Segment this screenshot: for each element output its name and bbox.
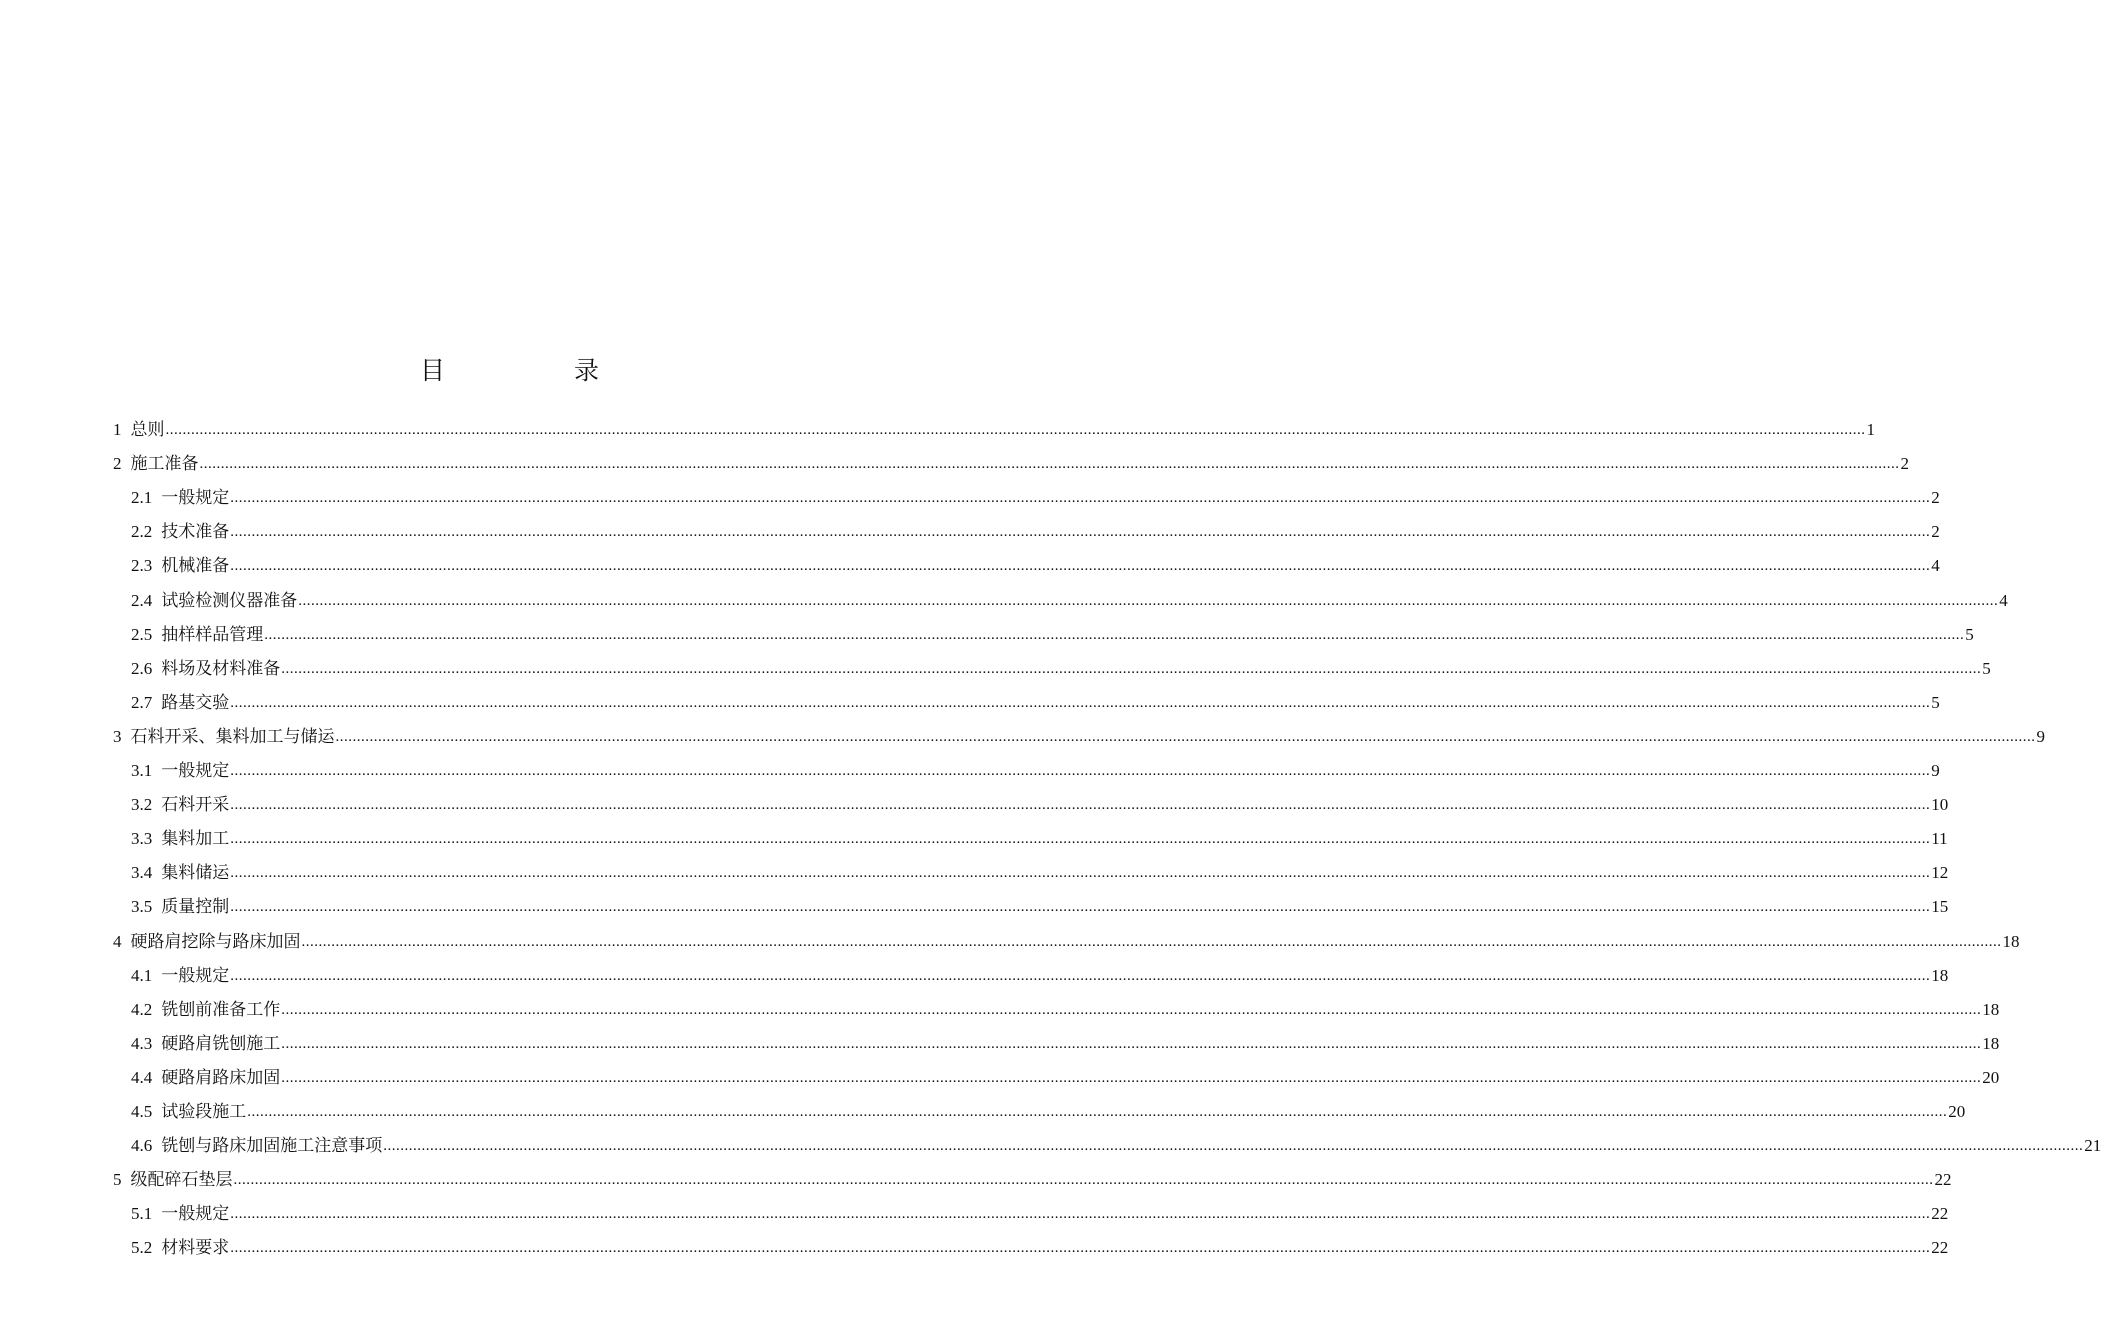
toc-entry[interactable] (131, 1055, 2000, 1089)
toc-entry-number: 3.1 (131, 761, 153, 780)
toc-entry-number: 3.2 (131, 795, 153, 815)
toc-entry[interactable] (131, 850, 1949, 884)
toc-entry-label: 一般规定 (161, 1204, 230, 1224)
toc-entry-number: 2.4 (131, 590, 153, 610)
toc-dot-leader: ................................................................................................................................................................................................................................................................................................................................................................................................................ (230, 694, 1931, 711)
toc-entry-label: 硬路肩路床加固 (161, 1067, 281, 1087)
toc-entry[interactable] (131, 987, 2000, 1021)
toc-dot-leader: ................................................................................................................................................................................................................................................................................................................................................................................................................ (165, 422, 1866, 438)
toc-dot-leader: ................................................................................................................................................................................................................................................................................................................................................................................................................ (230, 797, 1931, 814)
toc-dot-leader: ................................................................................................................................................................................................................................................................................................................................................................................................................ (335, 728, 2036, 745)
toc-entry-number: 4.4 (131, 1067, 153, 1087)
toc-entry-page-number: 10 (1931, 795, 1949, 815)
toc-entry-label: 铣刨前准备工作 (161, 999, 281, 1019)
toc-entry[interactable] (131, 646, 1991, 680)
toc-entry-page-number: 4 (1931, 556, 1940, 576)
toc-entry[interactable] (131, 953, 1949, 987)
toc-entry-number: 3.4 (131, 863, 153, 883)
toc-entry-label: 硬路肩挖除与路床加固 (130, 931, 301, 951)
toc-entry-number: 2.7 (131, 692, 153, 712)
toc-entry-page-number: 18 (1982, 1033, 2000, 1053)
toc-entry[interactable] (131, 475, 1940, 509)
toc-entry-page-number: 20 (1948, 1102, 1966, 1121)
toc-entry-number: 2.1 (131, 488, 153, 508)
toc-entry-number: 3.5 (131, 897, 153, 917)
toc-entry-page-number: 5 (1965, 624, 1974, 644)
toc-entry-number: 4.1 (131, 965, 153, 985)
toc-dot-leader: ................................................................................................................................................................................................................................................................................................................................................................................................................ (230, 899, 1931, 916)
toc-dot-leader: ................................................................................................................................................................................................................................................................................................................................................................................................................ (281, 1001, 1982, 1018)
toc-entry-label: 一般规定 (161, 965, 230, 985)
toc-entry-number: 4 (113, 931, 122, 951)
toc-entry-page-number: 5 (1931, 692, 1940, 712)
toc-entry-number: 5.2 (131, 1238, 153, 1258)
toc-entry-label: 料场及材料准备 (161, 658, 281, 678)
toc-entry[interactable] (113, 1157, 1952, 1191)
toc-entry[interactable] (131, 1225, 1949, 1259)
toc-entry-number: 2.5 (131, 624, 153, 644)
toc-entry[interactable] (131, 612, 1974, 646)
toc-entry-page-number: 2 (1931, 488, 1940, 508)
toc-entry-label: 试验检测仪器准备 (161, 590, 298, 610)
toc-entry-page-number: 2 (1900, 454, 1909, 474)
toc-entry-page-number: 4 (1999, 590, 2008, 610)
toc-entry-number: 3.3 (131, 829, 153, 849)
toc-dot-leader: ................................................................................................................................................................................................................................................................................................................................................................................................................ (230, 524, 1931, 541)
toc-entry-label: 施工准备 (130, 454, 199, 474)
toc-dot-leader: ................................................................................................................................................................................................................................................................................................................................................................................................................ (230, 558, 1931, 575)
toc-entry[interactable] (113, 407, 1875, 441)
toc-entry-label: 一般规定 (161, 761, 230, 780)
toc-entry-number: 4.5 (131, 1102, 153, 1121)
toc-entry-page-number: 18 (1982, 999, 2000, 1019)
toc-entry-page-number: 9 (2036, 726, 2045, 746)
toc-entry-label: 抽样样品管理 (161, 624, 264, 644)
toc-title-char-2: 录 (574, 358, 600, 385)
toc-entry[interactable] (131, 680, 1940, 714)
toc-entry-label: 硬路肩铣刨施工 (161, 1033, 281, 1053)
toc-entry-number: 2.6 (131, 658, 153, 678)
toc-entry-page-number: 12 (1931, 863, 1949, 883)
toc-entry-label: 级配碎石垫层 (130, 1170, 233, 1190)
toc-entry-number: 5.1 (131, 1204, 153, 1224)
toc-entry-page-number: 22 (1934, 1170, 1952, 1190)
toc-dot-leader: ................................................................................................................................................................................................................................................................................................................................................................................................................ (230, 967, 1931, 984)
toc-dot-leader: ................................................................................................................................................................................................................................................................................................................................................................................................................ (281, 1035, 1982, 1052)
toc-entry-number: 4.2 (131, 999, 153, 1019)
toc-entry[interactable] (131, 1191, 1949, 1225)
toc-entry-number: 2 (113, 454, 122, 474)
toc-entry[interactable] (131, 1089, 1966, 1123)
toc-entry[interactable] (113, 919, 2020, 953)
toc-dot-leader: ................................................................................................................................................................................................................................................................................................................................................................................................................ (301, 933, 2002, 950)
toc-entry-number: 2.3 (131, 556, 153, 576)
toc-entry-page-number: 20 (1982, 1067, 2000, 1087)
toc-dot-leader: ................................................................................................................................................................................................................................................................................................................................................................................................................ (383, 1138, 2084, 1155)
toc-entry[interactable] (131, 1123, 2101, 1157)
toc-dot-leader: ................................................................................................................................................................................................................................................................................................................................................................................................................ (247, 1104, 1948, 1120)
toc-entry[interactable] (131, 782, 1949, 816)
toc-entry[interactable] (131, 509, 1940, 543)
toc-entry-label: 试验段施工 (161, 1102, 247, 1121)
toc-entry[interactable] (131, 884, 1949, 918)
toc-entry-number: 4.3 (131, 1033, 153, 1053)
toc-dot-leader: ................................................................................................................................................................................................................................................................................................................................................................................................................ (230, 865, 1931, 882)
toc-entry-label: 集料加工 (161, 829, 230, 849)
toc-entry-number: 3 (113, 726, 122, 746)
toc-entry-page-number: 18 (1931, 965, 1949, 985)
toc-entry-number: 1 (113, 420, 122, 439)
toc-dot-leader: ................................................................................................................................................................................................................................................................................................................................................................................................................ (199, 456, 1900, 473)
toc-entry-page-number: 18 (2002, 931, 2020, 951)
toc-entry-page-number: 22 (1931, 1204, 1949, 1224)
toc-entry-page-number: 15 (1931, 897, 1949, 917)
toc-entry-label: 质量控制 (161, 897, 230, 917)
toc-entry-page-number: 9 (1931, 761, 1940, 780)
toc-dot-leader: ................................................................................................................................................................................................................................................................................................................................................................................................................ (281, 660, 1982, 677)
toc-entry-label: 石料开采、集料加工与储运 (130, 726, 335, 746)
toc-entry-page-number: 1 (1866, 420, 1875, 439)
toc-dot-leader: ................................................................................................................................................................................................................................................................................................................................................................................................................ (230, 831, 1931, 848)
toc-dot-leader: ................................................................................................................................................................................................................................................................................................................................................................................................................ (233, 1172, 1934, 1189)
toc-entry-number: 2.2 (131, 522, 153, 542)
toc-entry[interactable] (131, 543, 1940, 577)
toc-dot-leader: ................................................................................................................................................................................................................................................................................................................................................................................................................ (230, 490, 1931, 507)
toc-title-char-1: 目 (420, 358, 446, 385)
toc-dot-leader: ................................................................................................................................................................................................................................................................................................................................................................................................................ (264, 626, 1965, 643)
toc-entry-page-number: 5 (1982, 658, 1991, 678)
toc-entry-label: 总则 (130, 420, 165, 439)
toc-entry-label: 材料要求 (161, 1238, 230, 1258)
toc-dot-leader: ................................................................................................................................................................................................................................................................................................................................................................................................................ (230, 1206, 1931, 1223)
toc-entry-label: 机械准备 (161, 556, 230, 576)
toc-entry-page-number: 11 (1931, 829, 1948, 849)
toc-entry-page-number: 21 (2084, 1136, 2101, 1156)
toc-entry-label: 铣刨与路床加固施工注意事项 (161, 1136, 383, 1156)
toc-dot-leader: ................................................................................................................................................................................................................................................................................................................................................................................................................ (298, 592, 1999, 609)
toc-entry-label: 石料开采 (161, 795, 230, 815)
toc-entry-label: 一般规定 (161, 488, 230, 508)
toc-entry[interactable] (131, 748, 1940, 782)
toc-entry-label: 路基交验 (161, 692, 230, 712)
toc-entry[interactable] (131, 1021, 2000, 1055)
toc-entry-label: 技术准备 (161, 522, 230, 542)
toc-entry[interactable] (131, 578, 2008, 612)
toc-entry[interactable] (131, 816, 1948, 850)
toc-entry-label: 集料储运 (161, 863, 230, 883)
toc-entry-page-number: 2 (1931, 522, 1940, 542)
toc-dot-leader: ................................................................................................................................................................................................................................................................................................................................................................................................................ (230, 763, 1931, 779)
toc-dot-leader: ................................................................................................................................................................................................................................................................................................................................................................................................................ (281, 1069, 1982, 1086)
toc-entry[interactable] (113, 714, 2045, 748)
toc-entry-page-number: 22 (1931, 1238, 1949, 1258)
toc-entry[interactable] (113, 441, 1909, 475)
toc-entry-number: 4.6 (131, 1136, 153, 1156)
toc-entry-number: 5 (113, 1170, 122, 1190)
toc-dot-leader: ................................................................................................................................................................................................................................................................................................................................................................................................................ (230, 1240, 1931, 1257)
toc-title (0, 352, 950, 392)
